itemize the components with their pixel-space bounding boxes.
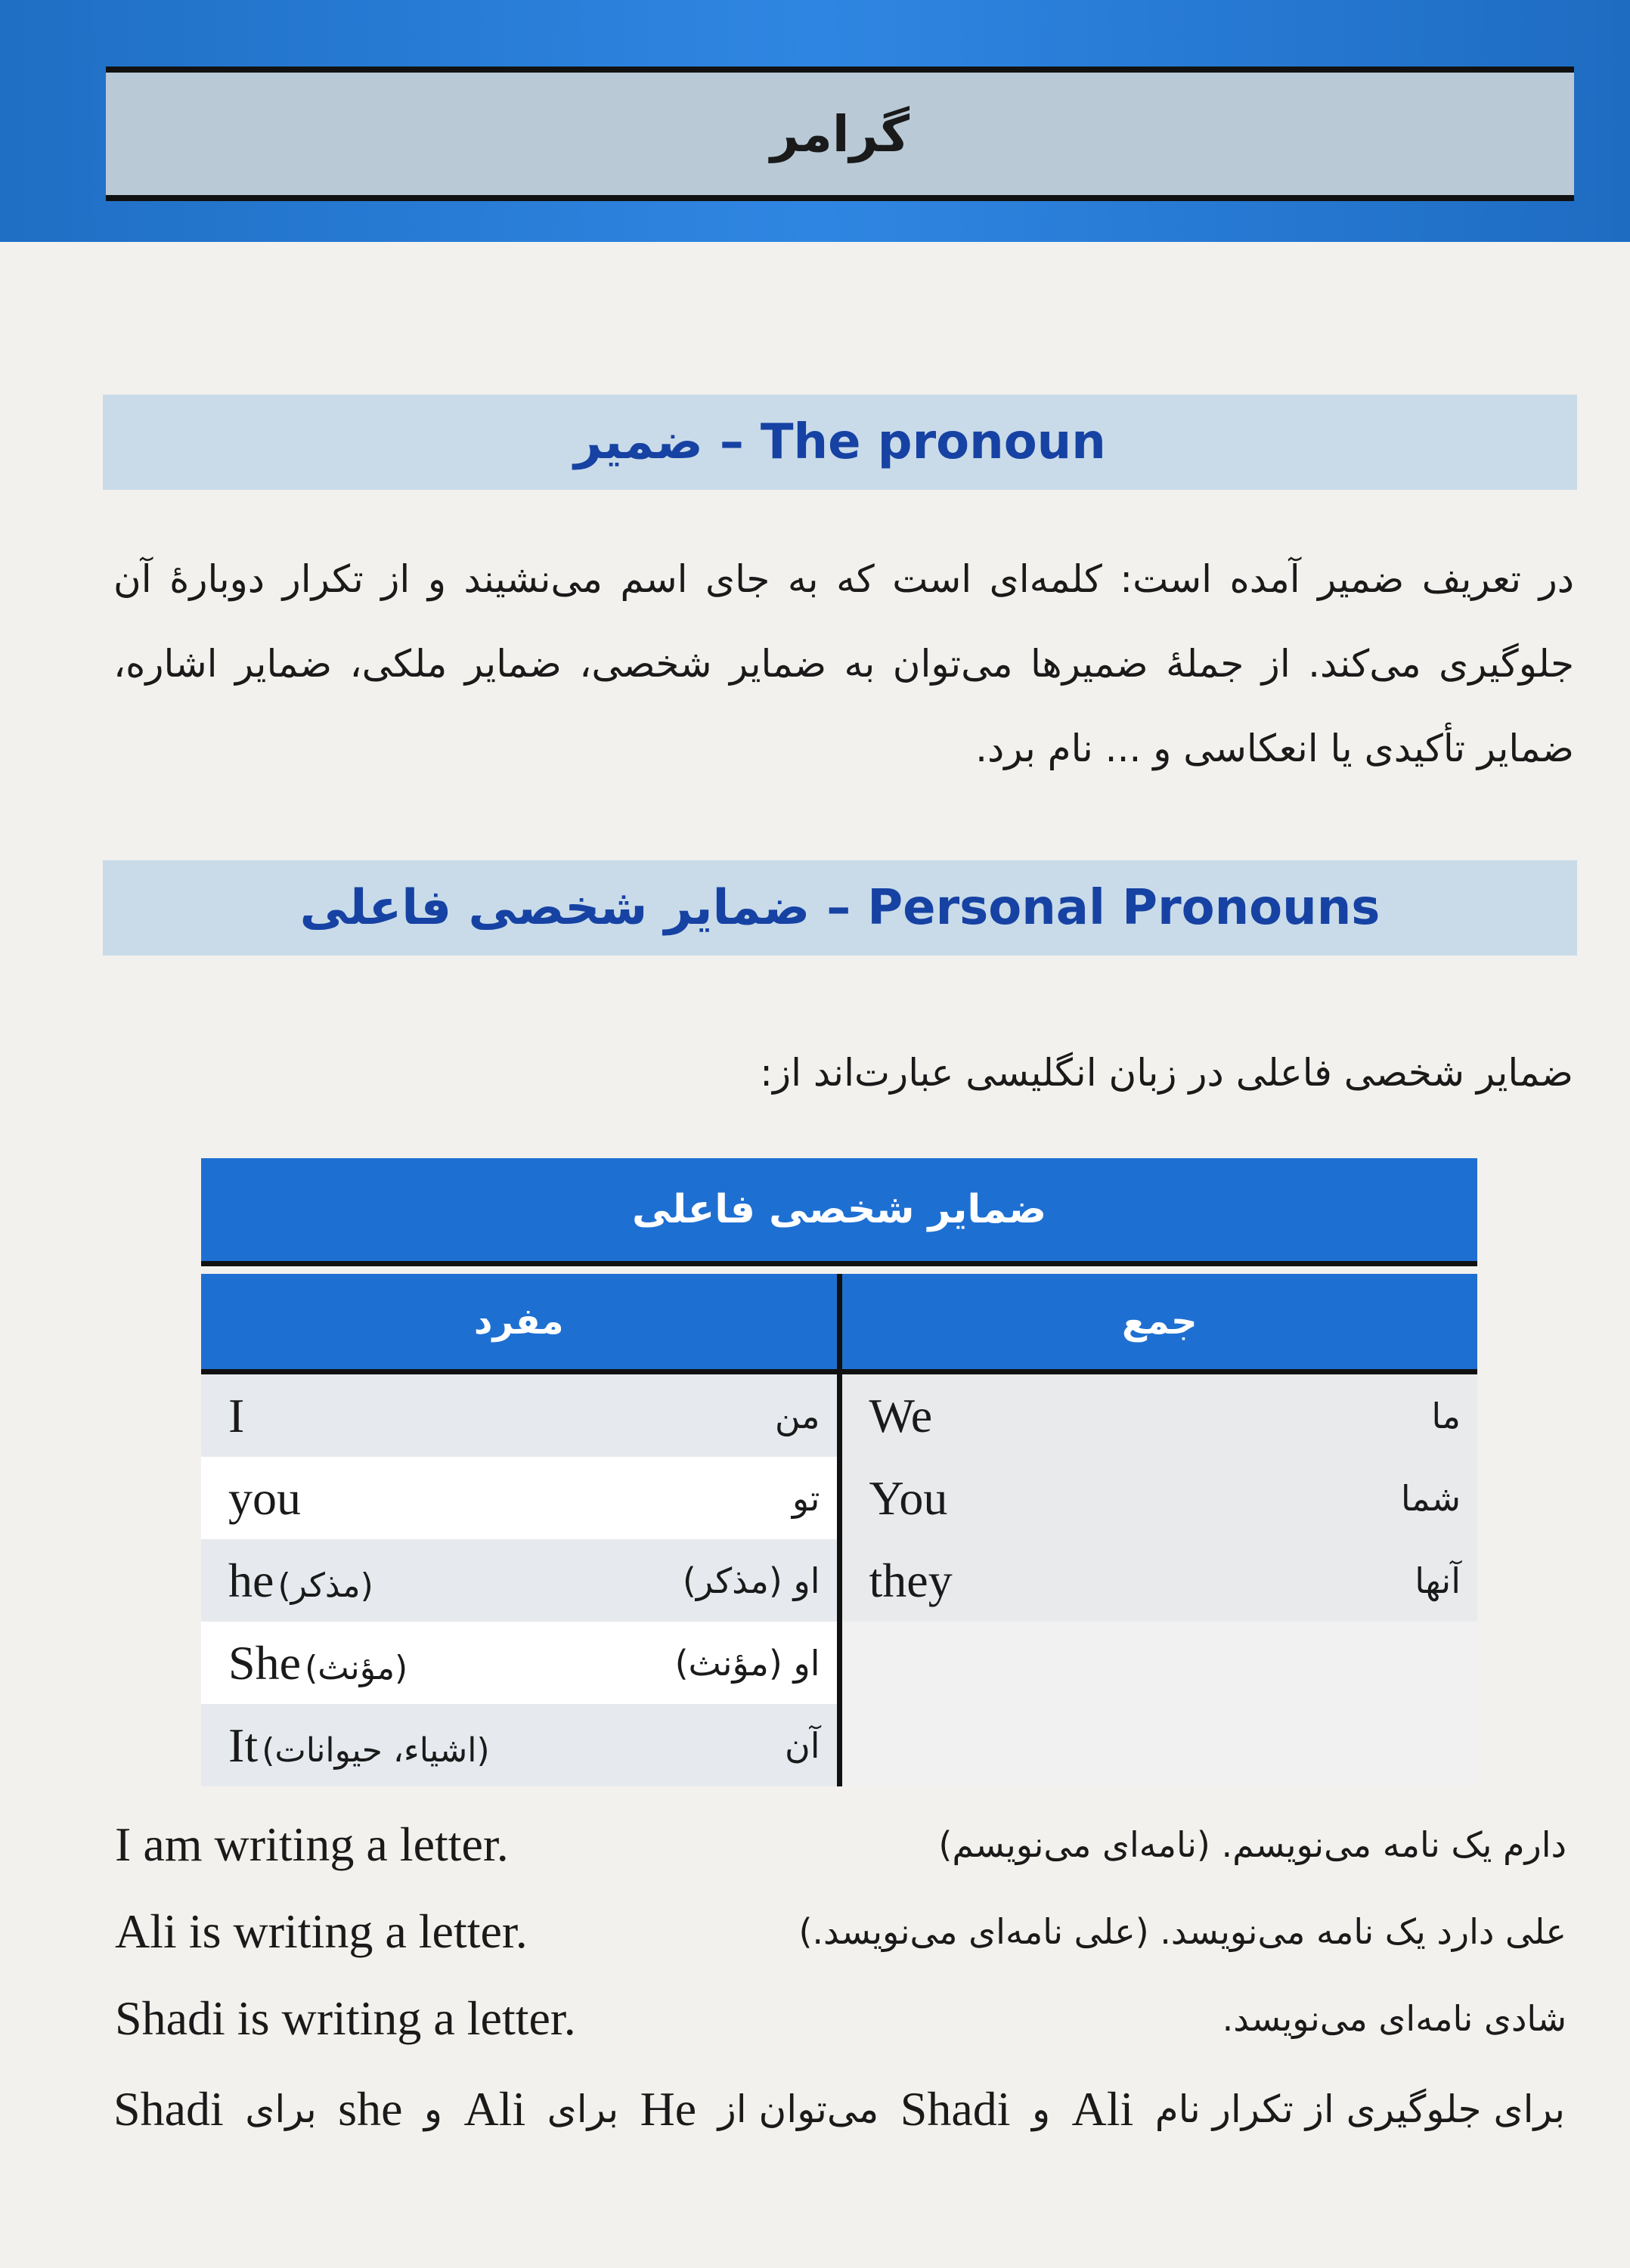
example-fa: دارم یک نامه می‌نویسم. (نامه‌ای می‌نویسم) [938, 1824, 1566, 1865]
section-heading-pronoun-fa: ضمیر [574, 414, 703, 470]
pronoun-en: It [228, 1718, 259, 1772]
table-row-empty [842, 1704, 1478, 1786]
pronoun-en: you [228, 1470, 301, 1525]
pronoun-note: (مؤنث) [305, 1648, 408, 1687]
explanation-text-4: برای [547, 2087, 619, 2131]
table-title: ضمایر شخصی فاعلی [201, 1158, 1477, 1266]
explanation-word-she: she [338, 2082, 403, 2136]
section-heading-personal-fa: ضمایر شخصی فاعلی [299, 880, 810, 936]
table-header-singular: مفرد [201, 1274, 842, 1369]
plural-column [842, 1374, 1478, 1786]
explanation-text-6: برای [245, 2087, 317, 2131]
pronoun-note: (مذکر) [277, 1566, 373, 1605]
pronoun-table [201, 1158, 1477, 1786]
table-row [201, 1457, 837, 1539]
example-row [115, 1807, 1566, 1882]
explanation-word-ali: Ali [1071, 2082, 1134, 2136]
explanation-text-3: می‌توان از [717, 2087, 879, 2131]
example-fa: علی دارد یک نامه می‌نویسد. (علی نامه‌ای می‌نویسد.) [798, 1911, 1566, 1952]
explanation-word-shadi-2: Shadi [113, 2082, 224, 2136]
pronoun-fa: تو [792, 1477, 820, 1519]
section-heading-pronoun-en: The pronoun [760, 414, 1106, 470]
table-row [201, 1622, 837, 1704]
table-header-row [201, 1274, 1477, 1374]
explanation-text-5: و [423, 2087, 443, 2131]
explanation-text-2: و [1031, 2087, 1051, 2131]
table-row [201, 1539, 837, 1622]
table-row [201, 1374, 837, 1457]
chapter-title: گرامر [770, 104, 910, 163]
pronoun-fa: شما [1400, 1477, 1461, 1519]
section-heading-personal-sep: – [826, 880, 851, 936]
pronoun-note: (اشیاء، حیوانات) [262, 1730, 490, 1770]
section-heading-pronoun-sep: – [719, 414, 744, 470]
pronoun-en: She [228, 1635, 301, 1690]
example-row [115, 1981, 1566, 2056]
explanation-word-he: He [640, 2082, 697, 2136]
example-en: Shadi is writing a letter. [115, 1991, 576, 2045]
section-heading-pronoun [103, 395, 1577, 490]
pronoun-fa: او (مؤنث) [674, 1642, 820, 1684]
pronoun-en: they [869, 1553, 953, 1607]
example-fa: شادی نامه‌ای می‌نویسد. [1222, 1998, 1566, 2039]
section-heading-personal-en: Personal Pronouns [867, 880, 1381, 936]
example-en: Ali is writing a letter. [115, 1904, 528, 1958]
pronoun-fa: او (مذکر) [682, 1560, 820, 1601]
explanation-word-ali-2: Ali [463, 2082, 526, 2136]
table-row-empty [842, 1622, 1478, 1704]
pronoun-fa: آنها [1415, 1560, 1461, 1601]
table-row [842, 1457, 1478, 1539]
explanation-text-1: برای جلوگیری از تکرار نام [1154, 2087, 1565, 2131]
table-header-plural: جمع [842, 1274, 1478, 1369]
example-row [115, 1894, 1566, 1969]
example-en: I am writing a letter. [115, 1817, 509, 1871]
pronoun-fa: آن [784, 1724, 820, 1766]
explanation-word-shadi: Shadi [900, 2082, 1011, 2136]
singular-column [201, 1374, 842, 1786]
table-row [842, 1539, 1478, 1622]
pronoun-en: You [869, 1470, 948, 1525]
pronoun-en: I [228, 1388, 245, 1442]
chapter-title-box [106, 67, 1574, 201]
table-row [842, 1374, 1478, 1457]
pronoun-fa: من [774, 1395, 820, 1436]
definition-paragraph: در تعریف ضمیر آمده است: کلمه‌ای است که به جای اسم می‌نشیند و از تکرار دوبارهٔ آن جلوگیری می‌کند. از جملهٔ ضمیرها می‌توان به ضمایر شخصی، ضمایر ملکی، ضمایر اشاره، ضمایر تأکیدی یا انعکاسی و ... نام برد. [113, 557, 1574, 770]
pronoun-fa: ما [1431, 1395, 1461, 1436]
table-row [201, 1704, 837, 1786]
pronoun-en: We [869, 1388, 933, 1442]
explanation-line [113, 2071, 1565, 2147]
table-body [201, 1374, 1477, 1786]
pronoun-en: he [228, 1553, 274, 1607]
intro-line: ضمایر شخصی فاعلی در زبان انگلیسی عبارت‌اند از: [760, 1051, 1573, 1095]
section-heading-personal [103, 860, 1577, 956]
